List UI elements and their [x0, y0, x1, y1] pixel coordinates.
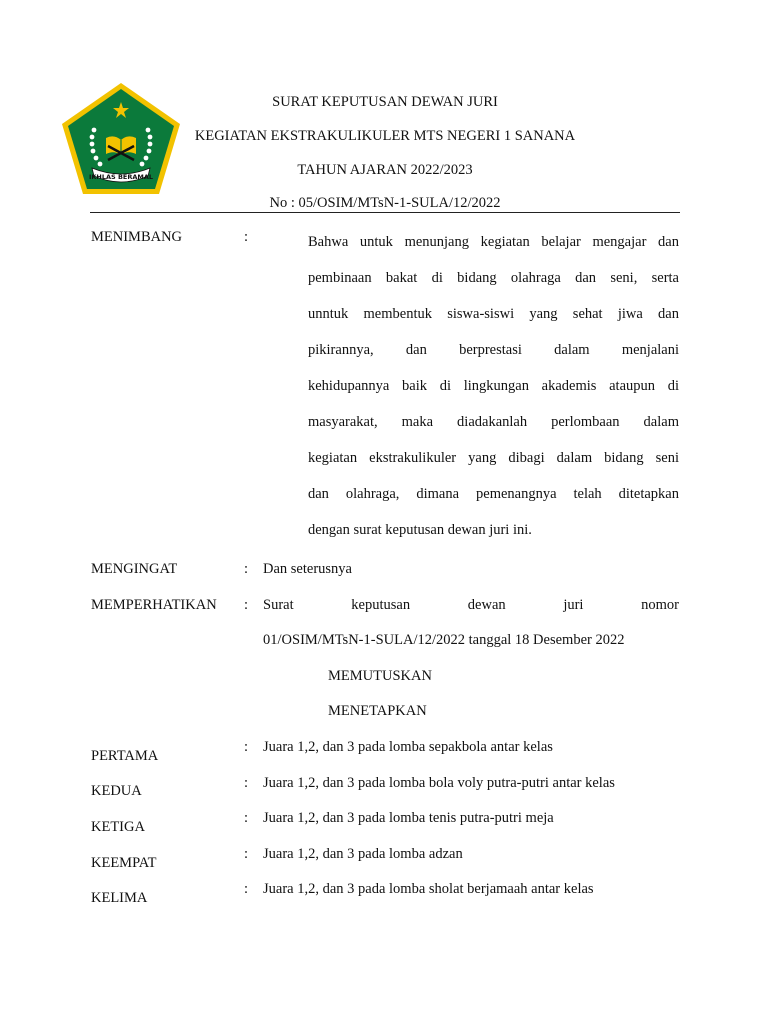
menimbang-line: kehidupannya baik di lingkungan akademis ataupun di — [308, 378, 679, 394]
header-divider — [90, 212, 680, 213]
memperhatikan-value — [263, 597, 679, 649]
decision-colon: : — [244, 739, 249, 755]
mengingat-label: MENGINGAT — [91, 561, 178, 577]
menimbang-line: pikirannya, dan berprestasi dalam menjalani — [308, 342, 679, 358]
decision-label-kedua: KEDUA — [91, 783, 142, 799]
decision-label-pertama: PERTAMA — [91, 748, 159, 764]
menimbang-paragraph — [308, 224, 679, 548]
menimbang-line: unntuk membentuk siswa-siswi yang sehat jiwa dan — [308, 306, 679, 322]
mengingat-colon: : — [244, 561, 249, 577]
memperhatikan-word: Surat — [263, 597, 294, 613]
memperhatikan-word: nomor — [641, 597, 679, 613]
decision-colon: : — [244, 881, 249, 897]
menetapkan-heading: MENETAPKAN — [328, 703, 427, 719]
decision-value-keempat: Juara 1,2, dan 3 pada lomba adzan — [263, 846, 463, 862]
decision-value-kedua: Juara 1,2, dan 3 pada lomba bola voly putra-putri antar kelas — [263, 775, 615, 791]
memutuskan-heading: MEMUTUSKAN — [328, 668, 432, 684]
decision-value-ketiga: Juara 1,2, dan 3 pada lomba tenis putra-putri meja — [263, 810, 554, 826]
menimbang-line: dan olahraga, dimana pemenangnya telah ditetapkan — [308, 486, 679, 502]
title-line-2: KEGIATAN EKSTRAKULIKULER MTS NEGERI 1 SANANA — [194, 128, 576, 144]
decision-label-keempat: KEEMPAT — [91, 855, 157, 871]
decision-colon: : — [244, 846, 249, 862]
title-line-3: TAHUN AJARAN 2022/2023 — [297, 162, 473, 178]
memperhatikan-word: juri — [563, 597, 584, 613]
memperhatikan-colon: : — [244, 597, 249, 613]
menimbang-line: dengan surat keputusan dewan juri ini. — [308, 522, 532, 538]
menimbang-line: pembinaan bakat di bidang olahraga dan seni, serta — [308, 270, 679, 286]
decision-colon: : — [244, 810, 249, 826]
memperhatikan-word: dewan — [467, 597, 506, 613]
decision-colon: : — [244, 775, 249, 791]
memperhatikan-label: MEMPERHATIKAN — [91, 597, 217, 613]
decision-value-pertama: Juara 1,2, dan 3 pada lomba sepakbola antar kelas — [263, 739, 553, 755]
decision-label-ketiga: KETIGA — [91, 819, 145, 835]
logo-motto: IKHLAS BERAMAL — [88, 173, 154, 181]
document-number: No : 05/OSIM/MTsN-1-SULA/12/2022 — [269, 195, 501, 211]
menimbang-line: masyarakat, maka diadakanlah perlombaan dalam — [308, 414, 679, 430]
menimbang-label: MENIMBANG — [91, 229, 183, 245]
decision-label-kelima: KELIMA — [91, 890, 148, 906]
memperhatikan-line-2: 01/OSIM/MTsN-1-SULA/12/2022 tanggal 18 Desember 2022 — [263, 632, 625, 648]
menimbang-line: Bahwa untuk menunjang kegiatan belajar mengajar dan — [308, 234, 679, 250]
decision-value-kelima: Juara 1,2, dan 3 pada lomba sholat berjamaah antar kelas — [263, 881, 594, 897]
title-line-1: SURAT KEPUTUSAN DEWAN JURI — [272, 94, 498, 110]
mengingat-value: Dan seterusnya — [263, 561, 352, 577]
menimbang-colon: : — [244, 229, 249, 245]
memperhatikan-word: keputusan — [351, 597, 411, 613]
menimbang-line: kegiatan ekstrakulikuler yang dibagi dalam bidang seni — [308, 450, 679, 466]
